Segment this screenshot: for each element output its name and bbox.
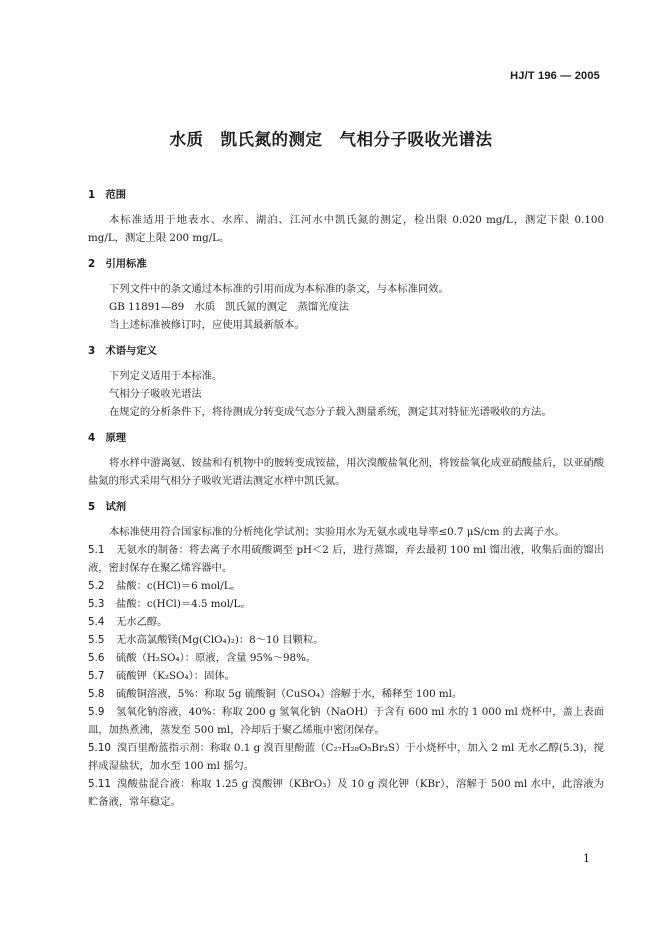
item-text: 无水乙醇。 bbox=[116, 616, 168, 628]
defined-term: 气相分子吸收光谱法 bbox=[109, 388, 202, 400]
reagent-item bbox=[88, 703, 604, 739]
reagent-item bbox=[88, 631, 604, 649]
section-heading: 1 范围 bbox=[88, 189, 127, 201]
item-number: 5.11 bbox=[88, 778, 111, 790]
item-number: 5.5 bbox=[88, 634, 105, 646]
reagent-item bbox=[88, 613, 604, 631]
item-text: 盐酸：c(HCl)＝6 mol/L。 bbox=[116, 580, 241, 592]
section-paragraph: 本标准使用符合国家标准的分析纯化学试剂；实验用水为无氨水或电导率≤0.7 μS/cm 的去离子水。 bbox=[109, 526, 565, 538]
item-text: 硫酸铜溶液，5%：称取 5g 硫酸铜（CuSO₄）溶解于水，稀释至 100 ml。 bbox=[116, 688, 463, 700]
section-reagents bbox=[88, 498, 604, 811]
reagent-item bbox=[88, 595, 604, 613]
item-number: 5.1 bbox=[88, 544, 105, 556]
section-heading: 5 试剂 bbox=[88, 501, 127, 513]
reagent-item bbox=[88, 541, 604, 577]
section-line: 下列定义适用于本标准。 bbox=[109, 370, 223, 382]
section-paragraph: 将水样中游离氨、铵盐和有机物中的胺转变成铵盐，用次溴酸盐氧化剂，将铵盐氧化成亚硝酸盐后，以亚硝酸盐氮的形式采用气相分子吸收光谱法测定水样中凯氏氮。 bbox=[88, 457, 604, 487]
reagent-item bbox=[88, 667, 604, 685]
item-text: 硫酸（H₂SO₄）：原液，含量 95%～98%。 bbox=[116, 652, 317, 664]
item-text: 无氨水的制备：将去离子水用硫酸调至 pH＜2 后，进行蒸馏，弃去最初 100 ml 馏出液，收集后面的馏出液，密封保存在聚乙烯容器中。 bbox=[88, 544, 604, 574]
item-text: 硫酸钾（K₂SO₄）：固体。 bbox=[116, 670, 235, 682]
term-definition: 在规定的分析条件下，将待测成分转变成气态分子载入测量系统，测定其对特征光谱吸收的方法。 bbox=[109, 406, 552, 418]
item-text: 无水高氯酸镁(Mg(ClO₄)₂)：8～10 目颗粒。 bbox=[116, 634, 324, 646]
item-text: 氢氧化钠溶液，40%：称取 200 g 氢氧化钠（NaOH）于含有 600 ml 水的 1 000 ml 烧杯中，盖上表面皿，加热煮沸，蒸发至 500 ml，冷却后于聚乙烯瓶中密闭保存。 bbox=[88, 706, 604, 736]
item-number: 5.6 bbox=[88, 652, 105, 664]
standard-code: HJ/T 196 — 2005 bbox=[510, 70, 600, 82]
section-paragraph: 本标准适用于地表水、水库、湖泊、江河水中凯氏氮的测定，检出限 0.020 mg/L，测定下限 0.100 mg/L，测定上限 200 mg/L。 bbox=[88, 214, 604, 244]
referenced-standard: GB 11891—89 水质 凯氏氮的测定 蒸馏光度法 bbox=[109, 301, 349, 313]
reagent-item bbox=[88, 739, 604, 775]
reagent-item bbox=[88, 775, 604, 811]
section-terms-definitions bbox=[88, 342, 604, 421]
item-number: 5.10 bbox=[88, 742, 111, 754]
section-heading: 4 原理 bbox=[88, 432, 127, 444]
item-text: 溴百里酚蓝指示剂：称取 0.1 g 溴百里酚蓝（C₂₇H₂₈O₅Br₂S）于小烧杯中，加入 2 ml 无水乙醇(5.3)，搅拌成湿盐状，加水至 100 ml 摇匀。 bbox=[88, 742, 604, 772]
section-line: 当上述标准被修订时，应使用其最新版本。 bbox=[109, 319, 305, 331]
reagent-item bbox=[88, 685, 604, 703]
section-scope bbox=[88, 186, 604, 247]
item-number: 5.9 bbox=[88, 706, 105, 718]
item-number: 5.2 bbox=[88, 580, 105, 592]
document-body bbox=[88, 186, 604, 811]
document-title: 水质 凯氏氮的测定 气相分子吸收光谱法 bbox=[169, 130, 493, 149]
item-text: 盐酸：c(HCl)＝4.5 mol/L。 bbox=[116, 598, 251, 610]
item-number: 5.3 bbox=[88, 598, 105, 610]
item-number: 5.4 bbox=[88, 616, 105, 628]
page-number: 1 bbox=[583, 852, 590, 865]
reagent-item bbox=[88, 649, 604, 667]
item-number: 5.8 bbox=[88, 688, 105, 700]
section-normative-references bbox=[88, 255, 604, 334]
section-principle bbox=[88, 429, 604, 490]
reagent-item bbox=[88, 577, 604, 595]
item-text: 溴酸盐混合液：称取 1.25 g 溴酸钾（KBrO₃）及 10 g 溴化钾（KBr），溶解于 500 ml 水中，此溶液为贮备液，常年稳定。 bbox=[88, 778, 604, 808]
section-heading: 3 术语与定义 bbox=[88, 345, 157, 357]
item-number: 5.7 bbox=[88, 670, 105, 682]
section-heading: 2 引用标准 bbox=[88, 258, 147, 270]
section-line: 下列文件中的条文通过本标准的引用而成为本标准的条文，与本标准同效。 bbox=[109, 283, 449, 295]
